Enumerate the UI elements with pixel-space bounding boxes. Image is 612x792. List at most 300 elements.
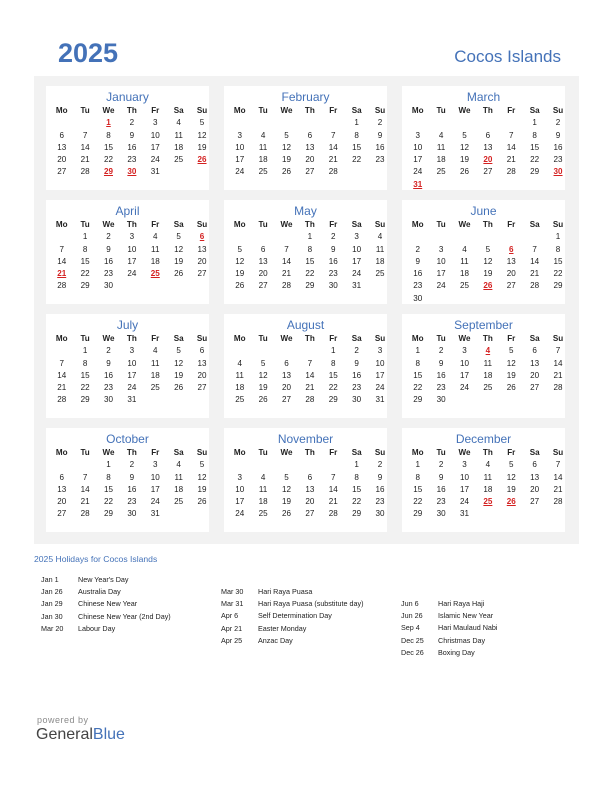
day-cell: 22 <box>80 383 90 393</box>
day-cell: 29 <box>328 395 338 405</box>
day-cell: 23 <box>375 497 385 507</box>
day-cell: 24 <box>150 497 160 507</box>
day-cell: 11 <box>235 370 244 380</box>
day-cell: 23 <box>375 155 385 165</box>
empty-cell <box>322 459 345 471</box>
month-day-grid <box>50 447 214 521</box>
day-cell: 10 <box>150 130 160 140</box>
day-cell: 27 <box>197 269 207 279</box>
weekday-header: Su <box>196 448 208 457</box>
day-cell: 6 <box>59 130 64 140</box>
weekday-header: Fr <box>151 220 160 229</box>
day-cell: 27 <box>305 509 315 519</box>
day-cell: 17 <box>375 370 385 380</box>
day-cell: 2 <box>106 346 111 356</box>
day-cell: 17 <box>352 256 362 266</box>
day-cell: 31 <box>459 509 469 519</box>
day-cell: 5 <box>176 346 181 356</box>
empty-cell <box>476 117 499 129</box>
weekday-header: We <box>102 448 115 457</box>
day-cell: 28 <box>328 167 338 177</box>
holiday-row <box>221 587 363 599</box>
day-cell: 18 <box>436 155 446 165</box>
day-cell: 19 <box>174 256 184 266</box>
month-name: August <box>286 318 325 332</box>
weekday-header: Sa <box>351 220 362 229</box>
holiday-row <box>41 624 171 636</box>
day-cell: 17 <box>413 155 423 165</box>
holiday-list-col-1 <box>41 575 171 636</box>
day-cell: 16 <box>103 370 113 380</box>
day-cell: 23 <box>127 497 137 507</box>
holiday-row <box>221 636 363 648</box>
day-cell: 11 <box>436 142 446 152</box>
day-cell: 5 <box>176 232 181 242</box>
day-cell: 7 <box>509 130 514 140</box>
weekday-header: We <box>280 106 293 115</box>
month-day-grid <box>50 333 214 407</box>
day-cell: 23 <box>103 383 113 393</box>
day-cell: 26 <box>281 167 291 177</box>
day-cell: 17 <box>150 142 160 152</box>
day-cell: 5 <box>462 130 467 140</box>
day-cell: 17 <box>459 370 469 380</box>
day-cell: 24 <box>459 383 469 393</box>
day-cell: 12 <box>281 484 291 494</box>
holiday-row <box>401 623 498 635</box>
weekday-header: Mo <box>411 334 424 343</box>
holiday-row <box>41 612 171 624</box>
holiday-date: Jan 1 <box>41 575 59 584</box>
day-cell: 10 <box>235 142 245 152</box>
day-cell: 29 <box>80 395 90 405</box>
day-cell: 14 <box>57 370 67 380</box>
holiday-name: Chinese New Year (2nd Day) <box>78 611 171 621</box>
empty-cell <box>251 459 274 471</box>
weekday-header: We <box>102 334 115 343</box>
day-cell: 21 <box>328 155 338 165</box>
weekday-header: We <box>458 220 471 229</box>
day-cell: 8 <box>307 244 313 254</box>
day-cell: 3 <box>153 118 158 128</box>
day-cell: 13 <box>530 358 540 368</box>
day-cell: 19 <box>258 383 268 393</box>
weekday-header: Sa <box>529 334 540 343</box>
day-cell: 26 <box>174 269 184 279</box>
day-cell: 21 <box>305 383 315 393</box>
holiday-row <box>41 575 171 587</box>
day-cell: 15 <box>413 370 423 380</box>
weekday-header: Tu <box>80 106 90 115</box>
weekday-header: Fr <box>507 334 516 343</box>
empty-cell <box>523 231 546 243</box>
day-cell: 1 <box>82 232 88 242</box>
day-cell: 7 <box>59 358 64 368</box>
weekday-header: Su <box>552 220 564 229</box>
day-cell: 27 <box>281 395 291 405</box>
month-day-grid <box>406 105 570 191</box>
day-cell: 2 <box>331 232 336 242</box>
weekday-header: Th <box>126 220 137 229</box>
day-cell: 29 <box>530 167 540 177</box>
holiday-day-cell: 21 <box>57 269 67 279</box>
day-cell: 19 <box>483 269 493 279</box>
day-cell: 24 <box>413 167 423 177</box>
month-name: February <box>281 90 330 104</box>
holiday-name: Hari Raya Puasa <box>258 587 313 596</box>
day-cell: 2 <box>129 118 135 128</box>
day-cell: 10 <box>413 142 423 152</box>
weekday-header: We <box>280 448 293 457</box>
day-cell: 24 <box>352 269 362 279</box>
day-cell: 28 <box>57 395 67 405</box>
day-cell: 30 <box>103 395 113 405</box>
day-cell: 23 <box>436 383 446 393</box>
day-cell: 3 <box>354 232 359 242</box>
month-day-grid <box>406 219 570 305</box>
day-cell: 29 <box>352 509 362 519</box>
day-cell: 4 <box>176 118 181 128</box>
empty-cell <box>50 117 73 129</box>
day-cell: 21 <box>506 155 516 165</box>
day-cell: 13 <box>483 142 493 152</box>
day-cell: 6 <box>59 472 64 482</box>
month-day-grid <box>228 333 392 407</box>
holiday-row <box>41 599 171 611</box>
day-cell: 18 <box>459 269 469 279</box>
holiday-day-cell: 29 <box>103 167 113 177</box>
day-cell: 29 <box>413 509 423 519</box>
day-cell: 4 <box>462 244 467 254</box>
weekday-header: Fr <box>329 106 338 115</box>
day-cell: 10 <box>459 358 469 368</box>
day-cell: 25 <box>436 167 446 177</box>
day-cell: 29 <box>413 395 423 405</box>
day-cell: 28 <box>305 395 315 405</box>
holiday-name: New Year's Day <box>78 575 129 584</box>
holiday-name: Islamic New Year <box>438 611 494 621</box>
holiday-day-cell: 25 <box>150 269 160 279</box>
day-cell: 16 <box>352 370 362 380</box>
weekday-header: Su <box>196 334 208 343</box>
holiday-row <box>401 599 498 611</box>
day-cell: 11 <box>483 358 493 368</box>
day-cell: 20 <box>258 269 268 279</box>
day-cell: 5 <box>509 346 514 356</box>
weekday-header: Su <box>374 334 386 343</box>
weekday-header: Th <box>482 448 493 457</box>
day-cell: 16 <box>127 142 137 152</box>
holiday-row <box>41 587 171 599</box>
day-cell: 19 <box>506 370 516 380</box>
day-cell: 3 <box>462 460 467 470</box>
day-cell: 11 <box>258 484 268 494</box>
day-cell: 16 <box>127 484 137 494</box>
day-cell: 4 <box>153 232 158 242</box>
empty-cell <box>228 231 251 243</box>
day-cell: 21 <box>328 497 338 507</box>
weekday-header: We <box>102 106 115 115</box>
day-cell: 15 <box>352 142 362 152</box>
day-cell: 6 <box>532 346 537 356</box>
day-cell: 26 <box>235 281 245 291</box>
holiday-date: Jan 29 <box>41 599 63 609</box>
empty-cell <box>453 231 476 243</box>
day-cell: 16 <box>436 484 446 494</box>
holiday-name: Hari Raya Puasa (substitute day) <box>258 599 364 609</box>
day-cell: 20 <box>281 383 291 393</box>
day-cell: 11 <box>483 472 493 482</box>
month-name: November <box>277 432 334 446</box>
day-cell: 5 <box>260 358 266 368</box>
holiday-day-cell: 26 <box>483 281 493 291</box>
day-cell: 9 <box>377 472 383 482</box>
day-cell: 27 <box>530 497 540 507</box>
day-cell: 13 <box>305 484 315 494</box>
empty-cell <box>228 345 251 357</box>
weekday-header: Tu <box>436 448 446 457</box>
holiday-row <box>401 611 498 623</box>
holiday-day-cell: 6 <box>509 244 514 254</box>
month-march <box>402 86 565 190</box>
day-cell: 20 <box>305 497 315 507</box>
day-cell: 21 <box>530 269 540 279</box>
day-cell: 5 <box>509 460 514 470</box>
empty-cell <box>500 231 523 243</box>
day-cell: 17 <box>436 269 446 279</box>
day-cell: 19 <box>197 142 207 152</box>
holiday-row <box>401 648 498 660</box>
empty-cell <box>298 345 321 357</box>
holiday-date: Mar 30 <box>221 587 244 596</box>
day-cell: 3 <box>377 346 383 356</box>
day-cell: 18 <box>174 142 184 152</box>
day-cell: 9 <box>438 358 444 368</box>
day-cell: 16 <box>436 370 446 380</box>
weekday-header: Tu <box>258 334 268 343</box>
day-cell: 11 <box>174 472 183 482</box>
day-cell: 21 <box>553 484 563 494</box>
day-cell: 28 <box>553 383 563 393</box>
day-cell: 19 <box>506 484 516 494</box>
month-january <box>46 86 209 190</box>
month-june <box>402 200 565 304</box>
day-cell: 29 <box>553 281 563 291</box>
day-cell: 5 <box>284 130 289 140</box>
weekday-header: Su <box>374 448 386 457</box>
day-cell: 5 <box>237 244 242 254</box>
day-cell: 10 <box>127 358 137 368</box>
day-cell: 7 <box>284 244 289 254</box>
weekday-header: Su <box>196 106 208 115</box>
day-cell: 25 <box>258 509 268 519</box>
weekday-header: Th <box>126 106 137 115</box>
day-cell: 12 <box>197 130 207 140</box>
day-cell: 24 <box>436 281 446 291</box>
day-cell: 15 <box>103 142 113 152</box>
empty-cell <box>322 117 345 129</box>
month-april <box>46 200 209 304</box>
day-cell: 18 <box>483 484 493 494</box>
day-cell: 22 <box>352 155 362 165</box>
weekday-header: Fr <box>507 106 516 115</box>
day-cell: 10 <box>150 472 160 482</box>
weekday-header: Fr <box>329 220 338 229</box>
day-cell: 8 <box>555 244 561 254</box>
day-cell: 6 <box>284 358 289 368</box>
day-cell: 14 <box>305 370 315 380</box>
day-cell: 17 <box>235 497 245 507</box>
day-cell: 11 <box>174 130 183 140</box>
day-cell: 28 <box>328 509 338 519</box>
empty-cell <box>228 117 251 129</box>
month-may <box>224 200 387 304</box>
month-name: March <box>466 90 501 104</box>
holiday-row <box>221 611 363 623</box>
day-cell: 31 <box>150 509 160 519</box>
month-november <box>224 428 387 532</box>
day-cell: 3 <box>237 472 242 482</box>
day-cell: 26 <box>281 509 291 519</box>
weekday-header: Tu <box>258 106 268 115</box>
day-cell: 27 <box>258 281 268 291</box>
day-cell: 9 <box>415 256 420 266</box>
weekday-header: We <box>102 220 115 229</box>
day-cell: 12 <box>235 256 245 266</box>
day-cell: 23 <box>553 155 563 165</box>
month-name: June <box>470 204 497 218</box>
day-cell: 19 <box>174 370 184 380</box>
weekday-header: Mo <box>411 448 424 457</box>
weekday-header: We <box>458 448 471 457</box>
day-cell: 15 <box>80 370 90 380</box>
day-cell: 25 <box>174 155 184 165</box>
day-cell: 29 <box>80 281 90 291</box>
day-cell: 25 <box>459 281 469 291</box>
day-cell: 20 <box>506 269 516 279</box>
weekday-header: Su <box>374 220 386 229</box>
weekday-header: We <box>458 334 471 343</box>
weekday-header: Mo <box>233 334 246 343</box>
day-cell: 28 <box>553 497 563 507</box>
weekday-header: Su <box>552 334 564 343</box>
day-cell: 4 <box>485 460 491 470</box>
day-cell: 12 <box>281 142 291 152</box>
holiday-date: Sep 4 <box>401 623 420 633</box>
day-cell: 13 <box>197 358 207 368</box>
day-cell: 22 <box>352 497 362 507</box>
weekday-header: Th <box>126 448 137 457</box>
weekday-header: Th <box>304 448 315 457</box>
holiday-date: Jun 6 <box>401 599 419 608</box>
holiday-date: Mar 31 <box>221 599 244 609</box>
day-cell: 31 <box>375 395 385 405</box>
day-cell: 22 <box>530 155 540 165</box>
day-cell: 2 <box>129 460 135 470</box>
weekday-header: Sa <box>529 448 540 457</box>
day-cell: 3 <box>237 130 242 140</box>
day-cell: 29 <box>103 509 113 519</box>
day-cell: 18 <box>150 256 160 266</box>
weekday-header: We <box>280 334 293 343</box>
month-day-grid <box>406 333 570 407</box>
day-cell: 13 <box>530 472 540 482</box>
day-cell: 17 <box>459 484 469 494</box>
day-cell: 22 <box>305 269 315 279</box>
weekday-header: Sa <box>351 334 362 343</box>
holiday-date: Apr 25 <box>221 635 243 645</box>
weekday-header: Th <box>482 220 493 229</box>
day-cell: 16 <box>553 142 563 152</box>
day-cell: 23 <box>127 155 137 165</box>
day-cell: 3 <box>129 232 135 242</box>
weekday-header: Th <box>304 334 315 343</box>
day-cell: 14 <box>80 484 90 494</box>
day-cell: 3 <box>129 346 135 356</box>
day-cell: 9 <box>377 130 383 140</box>
empty-cell <box>429 231 452 243</box>
empty-cell <box>228 459 251 471</box>
day-cell: 15 <box>553 256 563 266</box>
day-cell: 1 <box>82 346 88 356</box>
day-cell: 9 <box>129 130 135 140</box>
day-cell: 27 <box>483 167 493 177</box>
month-name: July <box>116 318 139 332</box>
day-cell: 20 <box>530 370 540 380</box>
month-name: October <box>106 432 149 446</box>
day-cell: 18 <box>375 256 385 266</box>
weekday-header: Mo <box>55 334 68 343</box>
day-cell: 25 <box>174 497 184 507</box>
empty-cell <box>50 231 73 243</box>
holiday-name: Self Determination Day <box>258 611 332 621</box>
day-cell: 18 <box>235 383 245 393</box>
day-cell: 19 <box>197 484 207 494</box>
day-cell: 14 <box>553 472 563 482</box>
country-title: Cocos Islands <box>454 47 561 66</box>
day-cell: 2 <box>377 460 383 470</box>
holiday-name: Anzac Day <box>258 635 293 645</box>
holiday-day-cell: 20 <box>483 155 493 165</box>
holiday-date: Mar 20 <box>41 623 64 633</box>
weekday-header: Mo <box>233 448 246 457</box>
day-cell: 2 <box>106 232 111 242</box>
day-cell: 17 <box>235 155 245 165</box>
day-cell: 5 <box>199 118 205 128</box>
day-cell: 7 <box>331 472 336 482</box>
day-cell: 14 <box>328 142 338 152</box>
day-cell: 23 <box>413 281 423 291</box>
day-cell: 28 <box>506 167 516 177</box>
day-cell: 30 <box>436 509 446 519</box>
day-cell: 14 <box>506 142 516 152</box>
day-cell: 22 <box>553 269 563 279</box>
holiday-list-col-2 <box>221 587 363 648</box>
day-cell: 4 <box>237 358 242 368</box>
month-name: September <box>454 318 513 332</box>
day-cell: 11 <box>460 256 469 266</box>
generalblue-logo[interactable] <box>36 726 125 744</box>
day-cell: 22 <box>103 155 113 165</box>
weekday-header: Sa <box>173 334 184 343</box>
day-cell: 8 <box>82 244 88 254</box>
day-cell: 6 <box>485 130 491 140</box>
day-cell: 16 <box>103 256 113 266</box>
weekday-header: Sa <box>173 448 184 457</box>
weekday-header: Su <box>374 106 386 115</box>
weekday-header: Tu <box>258 220 268 229</box>
empty-cell <box>73 117 96 129</box>
